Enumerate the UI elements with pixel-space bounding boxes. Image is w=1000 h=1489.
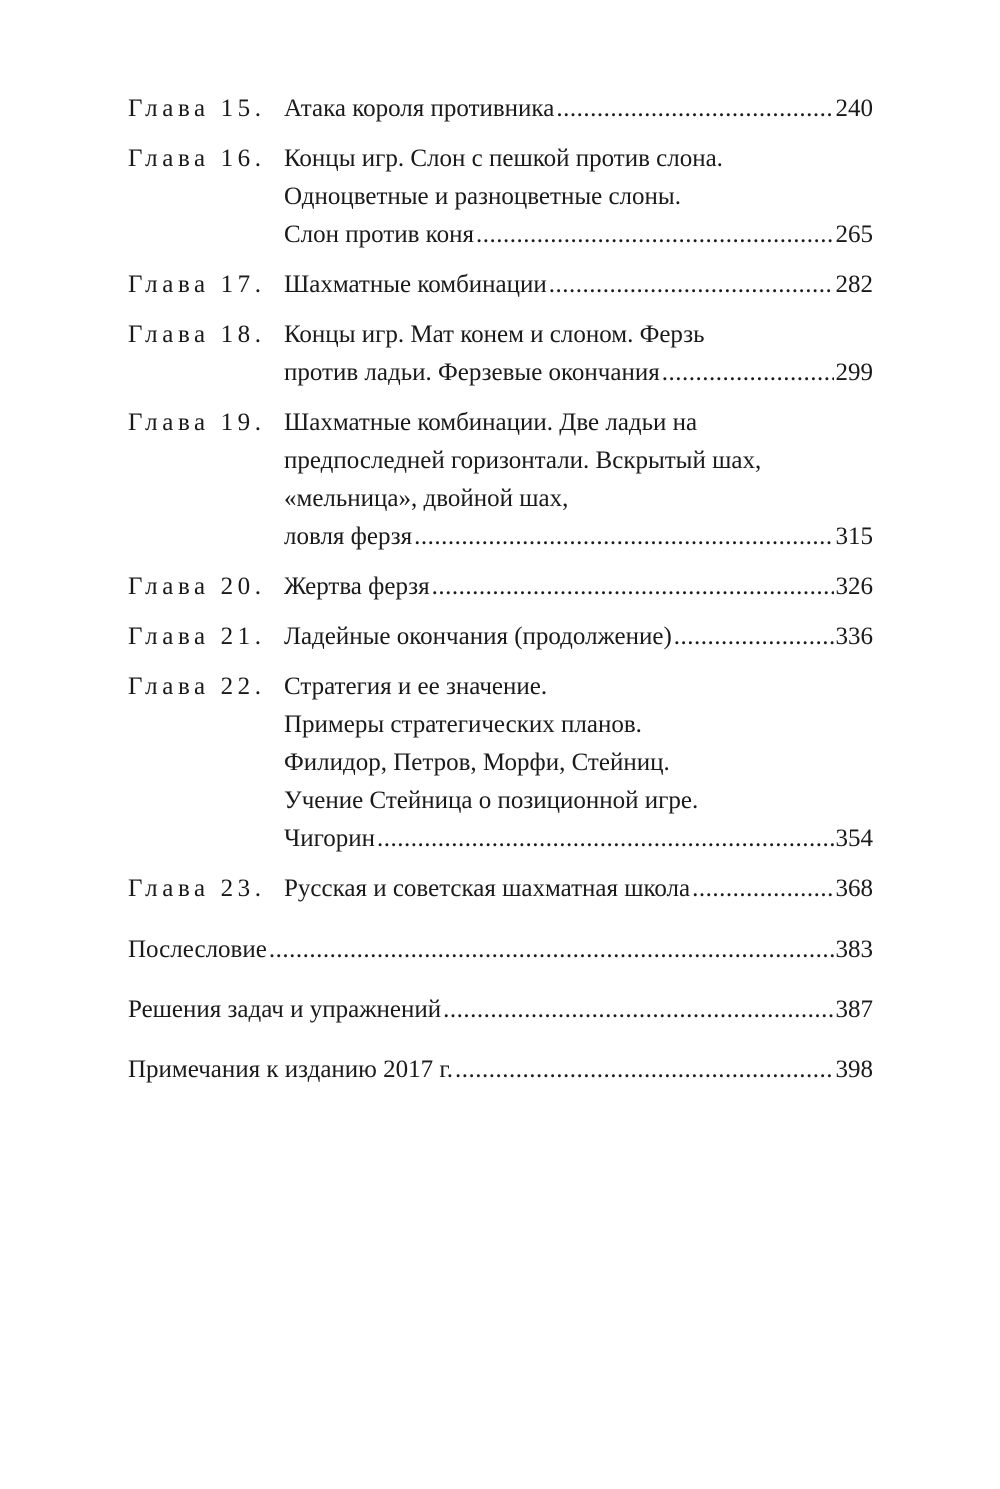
toc-leader-line [284,820,873,858]
chapter-body [284,668,873,858]
chapter-label: Глава 18. [128,321,266,348]
chapter-body [284,140,873,254]
toc-entry-chapter-22[interactable] [128,668,873,858]
page-number: 387 [835,996,873,1023]
dot-leader [556,90,833,128]
chapter-label: Глава 22. [128,673,266,700]
chapter-title-line: Примеры стратегических планов. [284,711,642,738]
toc-leader-line [128,991,873,1029]
chapter-title: против ладьи. Ферзевые окончания [284,359,660,386]
chapter-label: Глава 19. [128,409,266,436]
toc-leader-line [284,870,873,908]
page-number: 240 [835,95,873,122]
chapter-title-line: Учение Стейница о позиционной игре. [284,787,699,814]
chapter-title: Русская и советская шахматная школа [284,875,691,902]
chapter-title: ловля ферзя [284,523,413,550]
entry-title: Послесловие [128,936,267,963]
toc-entry-chapter-19[interactable] [128,404,873,556]
chapter-label: Глава 16. [128,145,266,172]
table-of-contents [128,90,873,1089]
page-number: 368 [835,875,873,902]
chapter-label: Глава 15. [128,95,266,122]
toc-leader-line [284,518,873,556]
dot-leader [455,1051,833,1089]
page-number: 315 [835,523,873,550]
chapter-body [284,266,873,304]
entry-title: Примечания к изданию 2017 г. [128,1056,454,1083]
page-number: 299 [835,359,873,386]
page-number: 398 [835,1056,873,1083]
chapter-body [284,618,873,656]
toc-leader-line [284,216,873,254]
toc-entry-chapter-18[interactable] [128,316,873,392]
toc-entry-chapter-23[interactable] [128,870,873,908]
entry-body [128,1051,873,1089]
chapter-title-line: предпоследней горизонтали. Вскрытый шах, [284,447,762,474]
chapter-title: Слон против коня [284,221,474,248]
chapter-title-line: Концы игр. Мат конем и слоном. Ферзь [284,321,705,348]
chapter-title: Шахматные комбинации [284,271,547,298]
chapter-title: Жертва ферзя [284,573,430,600]
chapter-body [284,568,873,606]
chapter-title: Ладейные окончания (продолжение) [284,623,672,650]
chapter-title: Чигорин [284,825,376,852]
page-number: 282 [835,271,873,298]
chapter-label: Глава 20. [128,573,266,600]
toc-leader-line [284,354,873,392]
chapter-body [284,316,873,392]
chapter-body [284,404,873,556]
page-number: 265 [835,221,873,248]
toc-leader-line [284,266,873,304]
toc-entry-chapter-21[interactable] [128,618,873,656]
toc-entry-chapter-20[interactable] [128,568,873,606]
dot-leader [692,870,833,908]
dot-leader [662,354,834,392]
chapter-label: Глава 17. [128,271,266,298]
toc-leader-line [284,90,873,128]
toc-leader-line [284,618,873,656]
toc-entry-afterword[interactable] [128,931,873,969]
chapter-title-line: Одноцветные и разноцветные слоны. [284,183,681,210]
dot-leader [674,618,834,656]
chapter-body [284,870,873,908]
chapter-title-line: Филидор, Петров, Морфи, Стейниц. [284,749,670,776]
toc-leader-line [128,1051,873,1089]
chapter-label: Глава 23. [128,875,266,902]
toc-entry-chapter-16[interactable] [128,140,873,254]
toc-entry-notes[interactable] [128,1051,873,1089]
chapter-body [284,90,873,128]
entry-body [128,991,873,1029]
page-number: 383 [835,936,873,963]
toc-entry-chapter-17[interactable] [128,266,873,304]
entry-body [128,931,873,969]
dot-leader [432,568,834,606]
dot-leader [476,216,834,254]
entry-title: Решения задач и упражнений [128,996,442,1023]
chapter-title: Атака короля противника [284,95,555,122]
toc-entry-chapter-15[interactable] [128,90,873,128]
dot-leader [414,518,833,556]
toc-entry-solutions[interactable] [128,991,873,1029]
chapter-title-line: Шахматные комбинации. Две ладьи на [284,409,698,436]
chapter-label: Глава 21. [128,623,266,650]
dot-leader [269,931,834,969]
page-number: 326 [835,573,873,600]
page-number: 336 [835,623,873,650]
dot-leader [443,991,833,1029]
toc-leader-line [128,931,873,969]
chapter-title-line: Стратегия и ее значение. [284,673,548,700]
dot-leader [377,820,833,858]
chapter-title-line: Концы игр. Слон с пешкой против слона. [284,145,723,172]
chapter-title-line: «мельница», двойной шах, [284,485,569,512]
page-number: 354 [835,825,873,852]
dot-leader [549,266,834,304]
toc-leader-line [284,568,873,606]
